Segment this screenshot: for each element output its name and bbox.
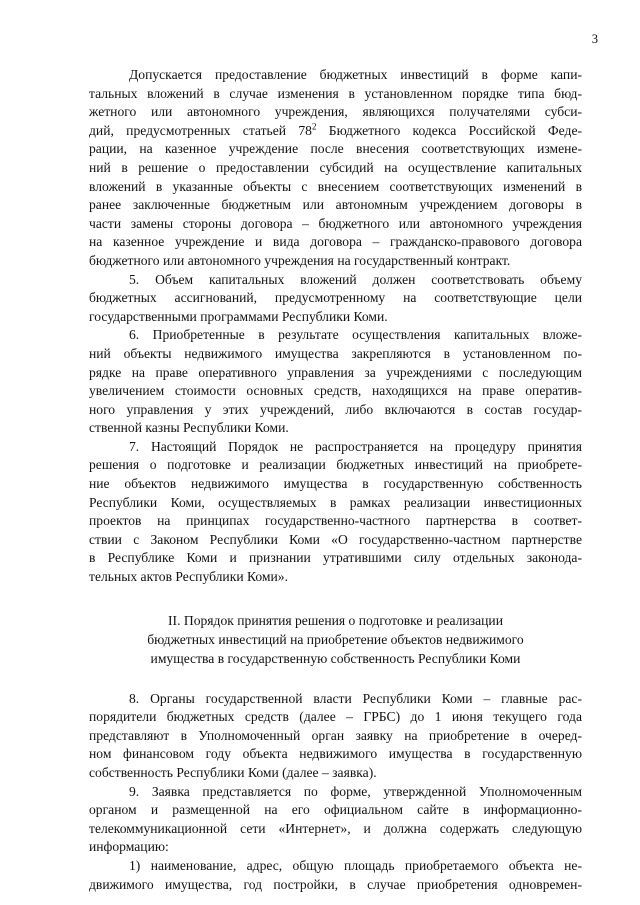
text-line: 9. Заявка представляется по форме, утвержденной Уполномоченным	[129, 783, 582, 799]
text-line: представляют в Уполномоченный орган заявку на приобретение в очеред-	[89, 727, 582, 743]
text-line: государственными программами Республики Коми.	[89, 308, 388, 324]
text-line: ние объектов недвижимого имущества в государственную собственность	[89, 476, 582, 492]
heading-line: имущества в государственную собственность Республики Коми	[150, 650, 521, 666]
text-line: информацию:	[89, 839, 169, 855]
text-fragment: дий, предусмотренных статьей 78	[89, 122, 312, 138]
text-line: собственность Республики Коми (далее – заявка).	[89, 765, 377, 780]
text-line: ствии с Законом Республики Коми «О государственно-частном партнерстве	[89, 531, 582, 547]
text-line: рации, на казенное учреждение после внесения соответствующих измене-	[89, 141, 582, 157]
text-line: 6. Приобретенные в результате осуществления капитальных вложе-	[129, 327, 582, 343]
text-line: тельных актов Республики Коми».	[89, 569, 288, 585]
text-line: решения о подготовке и реализации бюджетных инвестиций на приобрете-	[89, 457, 582, 473]
text-line: ного управления у этих учреждений, либо включаются в состав государ-	[89, 401, 582, 417]
heading-line: бюджетных инвестиций на приобретение объектов недвижимого	[147, 631, 524, 647]
text-line: Республики Коми, осуществляемых в рамках реализации инвестиционных	[89, 494, 582, 510]
text-line: ний объекты недвижимого имущества закрепляются в установленном по-	[89, 345, 582, 361]
document-body	[89, 66, 582, 894]
article-superscript: 2	[311, 121, 317, 132]
text-line: части замены стороны договора – бюджетного или автономного учреждения	[89, 215, 582, 231]
text-line: 7. Настоящий Порядок не распространяется на процедуру принятия	[129, 438, 582, 454]
text-line: в Республике Коми и признании утратившими силу отдельных законода-	[89, 550, 582, 566]
text-line: рядке на праве оперативного управления за учреждениями с последующим	[89, 364, 582, 380]
text-line: бюджетных ассигнований, предусмотренному на соответствующие цели	[89, 290, 582, 306]
paragraph-5	[89, 271, 582, 327]
text-line: движимого имущества, год постройки, в случае приобретения одновремен-	[89, 876, 582, 892]
text-line: ственной казны Республики Коми.	[89, 420, 289, 436]
paragraph-8	[89, 690, 582, 783]
text-line: порядители бюджетных средств (далее – ГРБС) до 1 июня текущего года	[89, 709, 582, 725]
text-line: 1) наименование, адрес, общую площадь приобретаемого объекта не-	[129, 857, 582, 873]
text-line: проектов на принципах государственно-частного партнерства в соответ-	[89, 513, 582, 529]
paragraph-investments-form	[89, 66, 582, 271]
paragraph-9	[89, 783, 582, 857]
text-line: ном финансовом году объекта недвижимого имущества в государственную	[89, 746, 582, 762]
paragraph-9-1	[89, 857, 582, 894]
paragraph-7	[89, 438, 582, 587]
text-line: ний в решение о предоставлении субсидий на осуществление капитальных	[89, 159, 582, 175]
text-line: тальных вложений в случае изменения в установленном порядке типа бюд-	[89, 85, 582, 101]
page-number: 3	[591, 32, 598, 46]
text-line: вложений в указанные объекты с внесением соответствующих изменений в	[89, 178, 582, 194]
text-line: органом и размещенной на его официальном сайте в информационно-	[89, 802, 582, 818]
text-line-with-superscript	[89, 122, 582, 141]
text-line: увеличением стоимости основных средств, находящихся на праве оператив-	[89, 383, 582, 399]
text-line: на казенное учреждение и вида договора – гражданско-правового договора	[89, 234, 582, 250]
text-line: Допускается предоставление бюджетных инвестиций в форме капи-	[129, 67, 582, 82]
text-line: ранее заключенные бюджетным или автономным учреждением договоры в	[89, 197, 582, 213]
text-fragment: Бюджетного кодекса Российской Феде-	[316, 122, 583, 138]
text-line: жетного или автономного учреждения, являющихся получателями субси-	[89, 104, 582, 120]
text-line: 8. Органы государственной власти Республики Коми – главные рас-	[129, 690, 582, 706]
text-line: бюджетного или автономного учреждения на государственный контракт.	[89, 252, 511, 268]
text-line: 5. Объем капитальных вложений должен соответствовать объему	[129, 271, 582, 287]
text-line: телекоммуникационной сети «Интернет», и должна содержать следующую	[89, 820, 582, 836]
heading-line: II. Порядок принятия решения о подготовке и реализации	[168, 612, 503, 628]
paragraph-6	[89, 326, 582, 438]
section-heading	[89, 611, 582, 668]
